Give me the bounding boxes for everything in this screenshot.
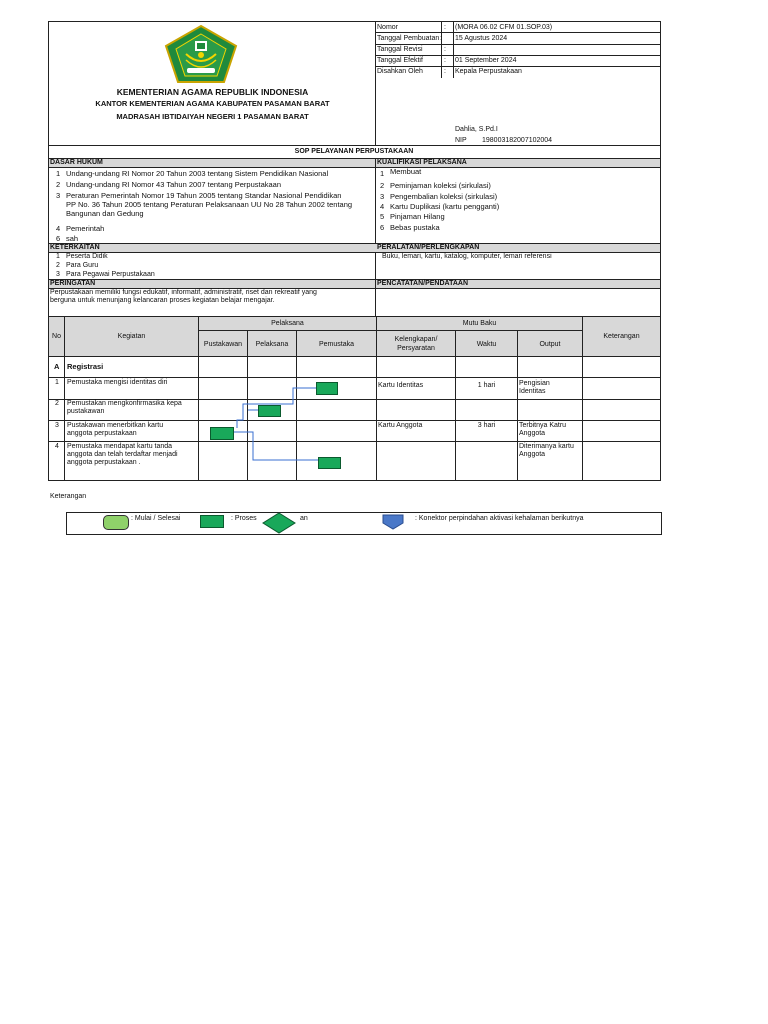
- sop-title: SOP PELAYANAN PERPUSTAKAAN: [294, 148, 414, 155]
- list-num: 6: [56, 234, 61, 243]
- col-kelengkapan-2: Persyaratan: [397, 345, 435, 352]
- section-label: Registrasi: [67, 362, 104, 371]
- col-kelengkapan: Kelengkapan/: [394, 336, 438, 343]
- office-title: KANTOR KEMENTERIAN AGAMA KABUPATEN PASAMAN BARAT: [95, 99, 330, 108]
- list-item: Undang-undang RI Nomor 20 Tahun 2003 tentang Sistem Pendidikan Nasional: [66, 169, 329, 178]
- connector-icon: [382, 514, 404, 530]
- list-num: 4: [56, 224, 61, 233]
- col-output: Output: [539, 341, 561, 348]
- meta-label: Tanggal Revisi: [377, 46, 423, 53]
- list-item: Pengembalian koleksi (sirkulasi): [390, 192, 498, 201]
- row-kegiatan: anggota dan telah terdaftar menjadi: [67, 451, 178, 458]
- peringatan-text: Perpustakaan memiliki fungsi edukatif, informatif, administratif, riset dan rekreatif yang: [50, 289, 317, 296]
- peralatan-text: Buku, lemari, kartu, katalog, komputer, lemari referensi: [382, 253, 552, 260]
- legend-konektor: : Konektor perpindahan aktivasi kehalaman berikutnya: [415, 515, 584, 522]
- list-num: 5: [380, 212, 385, 221]
- row-output: Anggota: [519, 430, 546, 437]
- list-num: 1: [56, 169, 61, 178]
- row-kegiatan: anggota perpustakaan .: [67, 459, 141, 466]
- row-kelengkapan: Kartu Identitas: [378, 382, 424, 389]
- col-pemustaka: Pemustaka: [318, 341, 355, 348]
- legend-proses: : Proses: [231, 515, 257, 522]
- peringatan-text: berguna untuk menunjang kelancaran proses kegiatan belajar mengajar.: [50, 297, 275, 304]
- process-box: [210, 427, 234, 440]
- keterkaitan-heading: KETERKAITAN: [50, 244, 100, 251]
- ministry-title: KEMENTERIAN AGAMA REPUBLIK INDONESIA: [116, 87, 309, 97]
- list-item: sah: [66, 234, 79, 243]
- row-no: 2: [55, 400, 59, 407]
- row-no: 1: [55, 379, 59, 386]
- flow-connectors: [0, 0, 768, 500]
- col-pelaksana: Pelaksana: [271, 320, 304, 327]
- list-num: 3: [56, 271, 60, 278]
- meta-label: Tanggal Efektif: [377, 57, 423, 64]
- row-no: 3: [55, 422, 59, 429]
- meta-value: (MORA 06.02 CFM 01.SOP.03): [455, 24, 553, 31]
- meta-sep: :: [444, 68, 446, 75]
- row-kegiatan: Pustakawan menerbitkan kartu: [67, 422, 164, 429]
- process-box: [318, 457, 341, 469]
- start-end-icon: [103, 515, 129, 530]
- school-title: MADRASAH IBTIDAIYAH NEGERI 1 PASAMAN BARAT: [116, 112, 309, 121]
- meta-sep: :: [440, 35, 442, 42]
- meta-label: Tanggal Pembuatan: [377, 35, 440, 42]
- meta-label: Nomor: [377, 24, 399, 31]
- list-item: PP No. 36 Tahun 2005 tentang Peraturan Pelaksanaan UU No 28 Tahun 2002 tentang: [66, 200, 353, 209]
- pencatatan-heading: PENCATATAN/PENDATAAN: [377, 280, 468, 287]
- list-num: 1: [380, 169, 385, 178]
- meta-sep: :: [444, 46, 446, 53]
- row-kegiatan: Pemustakan mengkonfirmasika kepa: [67, 400, 182, 407]
- list-item: Kartu Duplikasi (kartu pengganti): [390, 202, 500, 211]
- col-waktu: Waktu: [476, 341, 497, 348]
- col-pelaksana-sub: Pelaksana: [255, 341, 289, 348]
- row-output: Diterimanya kartu: [519, 443, 574, 450]
- col-kegiatan: Kegiatan: [117, 333, 146, 340]
- list-num: 3: [380, 192, 385, 201]
- meta-value: 01 September 2024: [455, 57, 517, 64]
- row-kelengkapan: Kartu Anggota: [378, 422, 423, 429]
- kualifikasi-heading: KUALIFIKASI PELAKSANA: [377, 159, 467, 166]
- list-item: Bangunan dan Gedung: [66, 209, 144, 218]
- row-kegiatan: anggota perpustakaan: [67, 430, 137, 437]
- list-item: Bebas pustaka: [390, 223, 440, 232]
- list-item: Para Guru: [66, 262, 99, 269]
- meta-sep: :: [444, 57, 446, 64]
- signer-name: Dahlia, S.Pd.I: [455, 126, 498, 133]
- col-pustakawan: Pustakawan: [203, 341, 243, 348]
- dasar-hukum-heading: DASAR HUKUM: [50, 159, 103, 166]
- row-kegiatan: Pemustaka mendapat kartu tanda: [67, 443, 173, 450]
- list-item: Peraturan Pemerintah Nomor 19 Tahun 2005 tentang Standar Nasional Pendidikan: [66, 191, 342, 200]
- process-box: [316, 382, 338, 395]
- section-letter: A: [54, 362, 60, 371]
- meta-value: Kepala Perpustakaan: [455, 68, 522, 75]
- col-keterangan: Keterangan: [603, 333, 640, 340]
- legend-mulai: : Mulai / Selesai: [131, 515, 181, 522]
- row-kegiatan: pustakawan: [67, 408, 105, 415]
- row-kegiatan: Pemustaka mengisi identitas diri: [67, 379, 168, 386]
- list-num: 6: [380, 223, 385, 232]
- list-num: 2: [56, 262, 60, 269]
- list-item: Undang-undang RI Nomor 43 Tahun 2007 tentang Perpustakaan: [66, 180, 282, 189]
- signer-nip-label: NIP: [455, 137, 467, 144]
- list-num: 2: [380, 181, 385, 190]
- row-waktu: 3 hari: [477, 422, 496, 429]
- process-icon: [200, 515, 224, 528]
- decision-icon: [262, 512, 296, 534]
- row-output: Terbitnya Katru: [519, 422, 567, 429]
- list-item: Peminjaman koleksi (sirkulasi): [390, 181, 491, 190]
- list-num: 4: [380, 202, 385, 211]
- row-output: Pengisian: [519, 380, 550, 387]
- list-item: Pemerintah: [66, 224, 105, 233]
- row-output: Anggota: [519, 451, 546, 458]
- list-item: Para Pegawai Perpustakaan: [66, 271, 155, 278]
- peralatan-heading: PERALATAN/PERLENGKAPAN: [377, 244, 480, 251]
- col-no: No: [52, 333, 61, 340]
- list-item: Peserta Didik: [66, 253, 108, 260]
- legend-keputusan: an: [300, 515, 308, 522]
- meta-sep: :: [444, 24, 446, 31]
- process-box: [258, 405, 281, 417]
- row-no: 4: [55, 443, 59, 450]
- list-item: Pinjaman Hilang: [390, 212, 445, 221]
- meta-value: 15 Agustus 2024: [455, 35, 508, 42]
- legend-title: Keterangan: [50, 493, 87, 500]
- peringatan-heading: PERINGATAN: [50, 280, 96, 287]
- list-num: 3: [56, 191, 61, 200]
- list-item: Membuat: [390, 167, 422, 176]
- list-num: 1: [56, 253, 60, 260]
- meta-label: Disahkan Oleh: [377, 68, 423, 75]
- row-waktu: 1 hari: [477, 382, 496, 389]
- row-output: Identitas: [519, 388, 546, 395]
- list-num: 2: [56, 180, 61, 189]
- signer-nip: 198003182007102004: [482, 137, 553, 144]
- col-mutu-baku: Mutu Baku: [462, 320, 497, 327]
